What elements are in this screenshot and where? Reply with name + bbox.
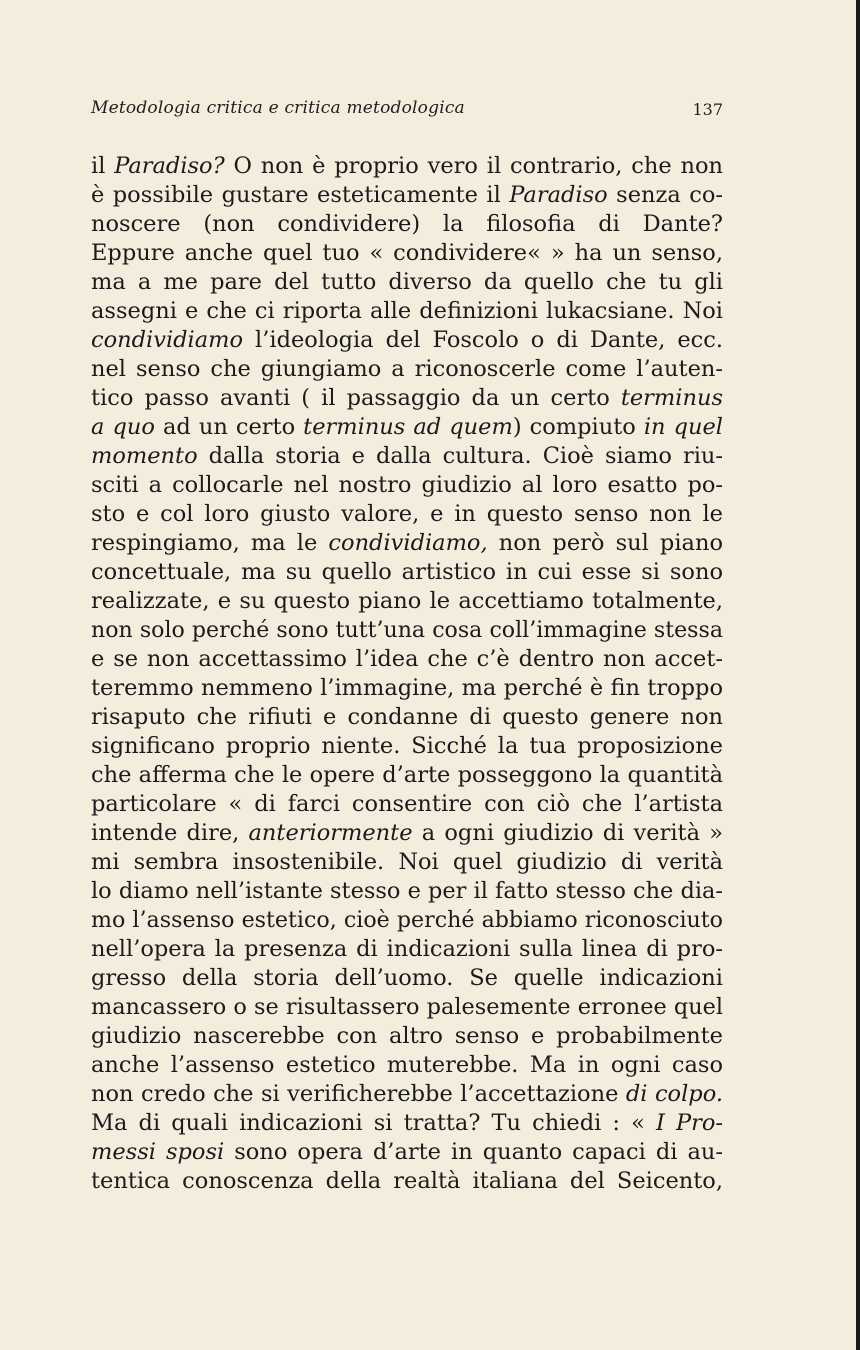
text-segment: ) compiuto — [512, 414, 644, 440]
text-segment: che afferma che le opere d’arte posseggono la quantità — [91, 762, 723, 788]
text-segment: l’ideologia del Foscolo o di Dante, ecc. — [243, 327, 723, 353]
text-line — [91, 210, 723, 239]
text-line — [91, 297, 723, 326]
text-segment: Ma di quali indicazioni si tratta? Tu chiedi : « — [91, 1110, 656, 1136]
text-segment: e se non accettassimo l’idea che c’è dentro non accet- — [91, 646, 723, 672]
italic-text: I Pro- — [655, 1110, 723, 1136]
text-line — [91, 1051, 723, 1080]
text-segment: senza co- — [607, 182, 723, 208]
text-segment: risaputo che rifiuti e condanne di questo genere non — [91, 704, 723, 730]
text-line — [91, 384, 723, 413]
text-segment: ad un certo — [154, 414, 304, 440]
text-line — [91, 1167, 723, 1196]
text-line — [91, 152, 723, 181]
text-line — [91, 326, 723, 355]
text-line — [91, 935, 723, 964]
italic-text: condividiamo — [91, 327, 244, 353]
text-segment: teremmo nemmeno l’immagine, ma perché è fin troppo — [91, 675, 723, 701]
text-line — [91, 645, 723, 674]
text-line — [91, 471, 723, 500]
text-segment: concettuale, ma su quello artistico in cui esse si sono — [91, 559, 723, 585]
text-segment: O non è proprio vero il contrario, che non — [224, 153, 723, 179]
italic-text: in quel — [643, 414, 724, 440]
text-line — [91, 790, 723, 819]
page-number: 137 — [692, 100, 723, 119]
text-segment: giudizio nascerebbe con altro senso e probabilmente — [91, 1023, 723, 1049]
italic-text: momento — [91, 443, 198, 469]
text-segment: noscere (non condividere) la filosofia di Dante? — [91, 211, 723, 237]
text-segment: sto e col loro giusto valore, e in questo senso non le — [91, 501, 723, 527]
running-head: Metodologia critica e critica metodologica — [91, 98, 465, 118]
text-segment: non credo che si verificherebbe l’accettazione — [91, 1081, 626, 1107]
text-segment: nel senso che giungiamo a riconoscerle come l’auten- — [91, 356, 723, 382]
text-segment: particolare « di farci consentire con ciò che l’artista — [91, 791, 723, 817]
text-segment: tico passo avanti ( il passaggio da un certo — [91, 385, 621, 411]
text-line — [91, 181, 723, 210]
text-segment: dalla storia e dalla cultura. Cioè siamo riu- — [197, 443, 723, 469]
text-segment: gresso della storia dell’uomo. Se quelle indicazioni — [91, 965, 723, 991]
text-segment: il — [91, 153, 115, 179]
text-segment: ma a me pare del tutto diverso da quello che tu gli — [91, 269, 723, 295]
text-line — [91, 355, 723, 384]
text-segment: Eppure anche quel tuo « condividere« » ha un senso, — [91, 240, 723, 266]
text-segment: mancassero o se risultassero palesemente erronee quel — [91, 994, 723, 1020]
text-line — [91, 761, 723, 790]
text-segment: realizzate, e su questo piano le accettiamo totalmente, — [91, 588, 723, 614]
text-segment: sciti a collocarle nel nostro giudizio al loro esatto po- — [91, 472, 723, 498]
text-segment: tentica conoscenza della realtà italiana del Seicento, — [91, 1168, 723, 1194]
text-segment: significano proprio niente. Sicché la tua proposizione — [91, 733, 723, 759]
text-line — [91, 1138, 723, 1167]
text-segment: intende dire, — [91, 820, 249, 846]
text-segment: lo diamo nell’istante stesso e per il fatto stesso che dia- — [91, 878, 723, 904]
italic-text: condividiamo, — [328, 530, 488, 556]
text-segment: è possibile gustare esteticamente il — [91, 182, 510, 208]
text-line — [91, 268, 723, 297]
text-segment: nell’opera la presenza di indicazioni sulla linea di pro- — [91, 936, 723, 962]
italic-text: di colpo. — [625, 1081, 723, 1107]
text-line — [91, 993, 723, 1022]
text-line — [91, 442, 723, 471]
text-line — [91, 616, 723, 645]
italic-text: a quo — [91, 414, 155, 440]
text-line — [91, 819, 723, 848]
text-line — [91, 529, 723, 558]
text-line — [91, 587, 723, 616]
text-segment: anche l’assenso estetico muterebbe. Ma in ogni caso — [91, 1052, 723, 1078]
italic-text: anteriormente — [248, 820, 413, 846]
page-edge — [856, 0, 860, 1350]
text-line — [91, 732, 723, 761]
text-line — [91, 1109, 723, 1138]
text-segment: mi sembra insostenibile. Noi quel giudizio di verità — [91, 849, 723, 875]
text-line — [91, 1022, 723, 1051]
text-line — [91, 703, 723, 732]
text-segment: assegni e che ci riporta alle definizioni lukacsiane. Noi — [91, 298, 723, 324]
text-line — [91, 1080, 723, 1109]
text-line — [91, 964, 723, 993]
text-line — [91, 500, 723, 529]
text-line — [91, 848, 723, 877]
text-line — [91, 674, 723, 703]
text-line — [91, 239, 723, 268]
text-line — [91, 413, 723, 442]
text-segment: a ogni giudizio di verità » — [412, 820, 723, 846]
text-segment: respingiamo, ma le — [91, 530, 329, 556]
body-text — [91, 152, 723, 1196]
text-segment: non però sul piano — [487, 530, 723, 556]
text-line — [91, 558, 723, 587]
text-segment: sono opera d’arte in quanto capaci di au- — [224, 1139, 723, 1165]
italic-text: Paradiso? — [114, 153, 225, 179]
text-line — [91, 906, 723, 935]
text-segment: mo l’assenso estetico, cioè perché abbiamo riconosciuto — [91, 907, 723, 933]
italic-text: Paradiso — [509, 182, 608, 208]
italic-text: terminus ad quem — [303, 414, 513, 440]
page-header — [91, 96, 723, 126]
italic-text: terminus — [620, 385, 723, 411]
italic-text: messi sposi — [91, 1139, 225, 1165]
text-segment: non solo perché sono tutt’una cosa coll’immagine stessa — [91, 618, 723, 643]
text-line — [91, 877, 723, 906]
